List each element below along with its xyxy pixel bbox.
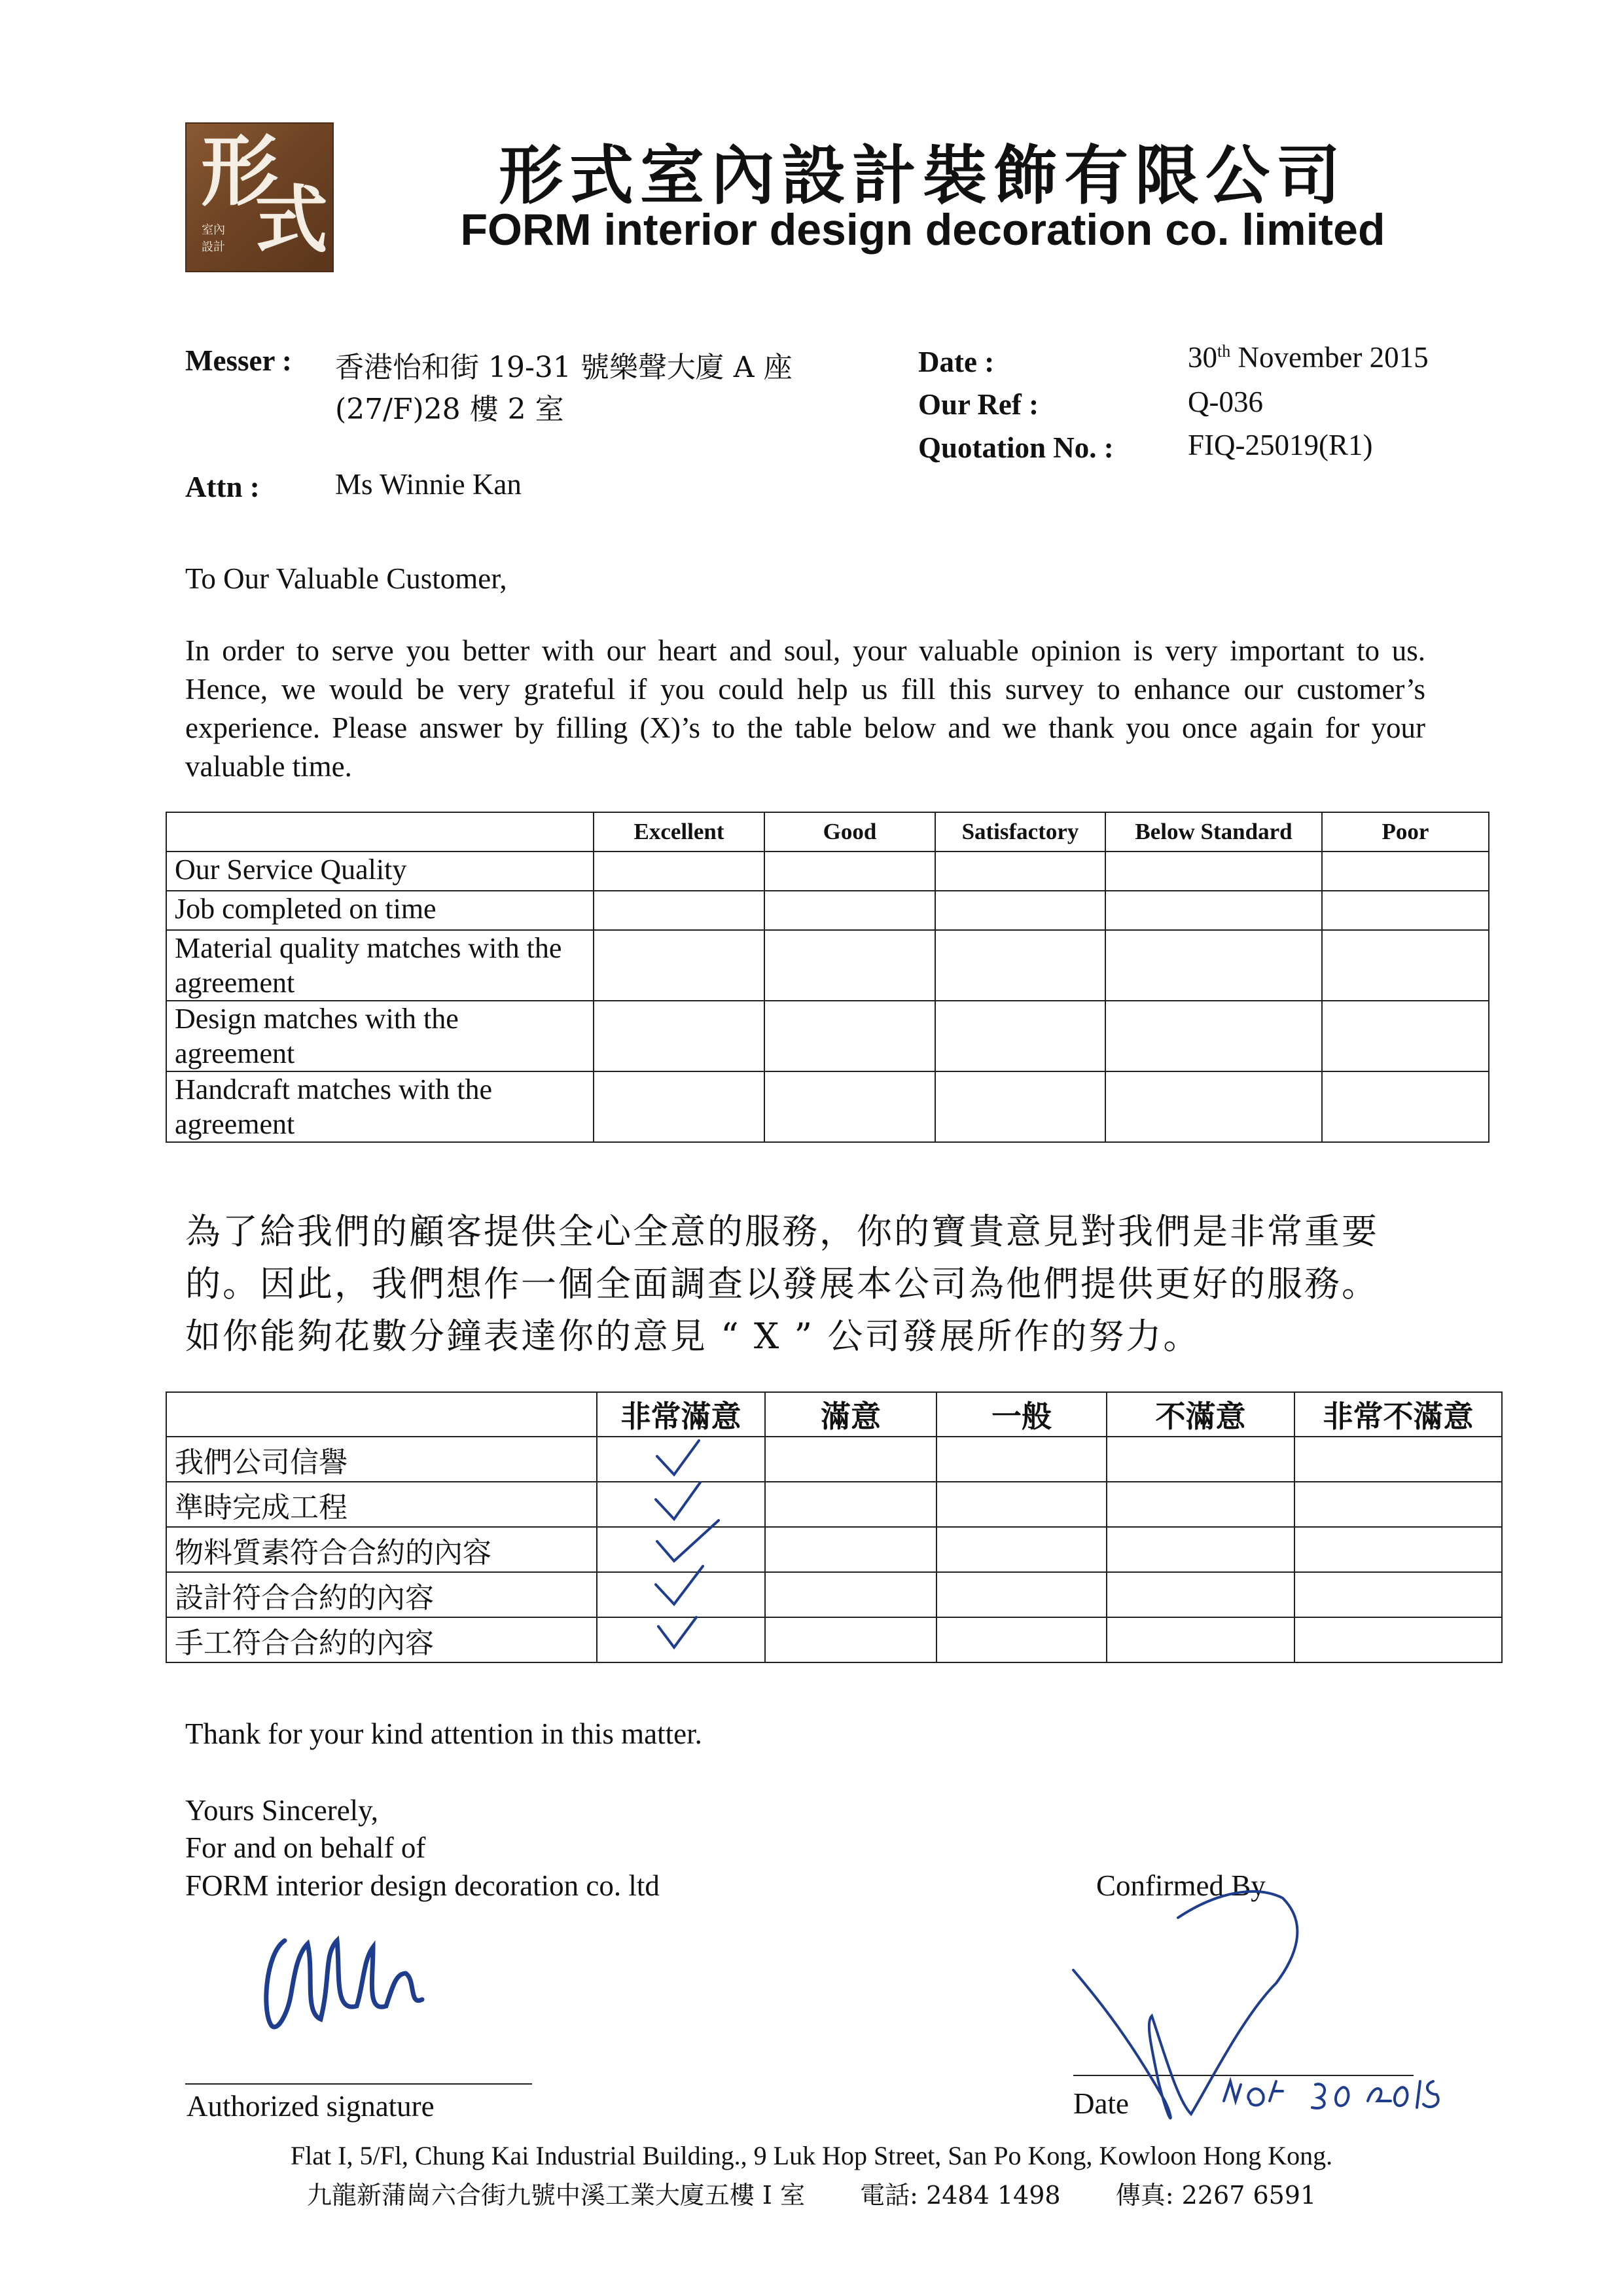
signature-line <box>185 2083 532 2085</box>
greeting: To Our Valuable Customer, <box>185 562 507 595</box>
rating-cell[interactable] <box>1322 1001 1489 1071</box>
rating-cell[interactable] <box>935 891 1105 930</box>
rating-cell[interactable] <box>1105 1071 1322 1142</box>
rating-cell[interactable] <box>1107 1527 1294 1572</box>
confirm-date-label: Date <box>1073 2087 1129 2120</box>
rating-cell[interactable] <box>594 891 764 930</box>
handwritten-checkmarks <box>648 1437 726 1659</box>
footer-fax-label: 傳真: <box>1115 2181 1174 2210</box>
rating-cell[interactable] <box>764 852 935 891</box>
rating-cell[interactable] <box>1105 852 1322 891</box>
sender-company: FORM interior design decoration co. ltd <box>185 1869 660 1902</box>
checkmark-icon <box>658 1617 696 1647</box>
rating-cell[interactable] <box>594 1071 764 1142</box>
rating-cell[interactable] <box>935 852 1105 891</box>
quotation-label: Quotation No. : <box>918 431 1114 464</box>
customer-signature-image <box>1060 1885 1492 2173</box>
footer-phone-label: 電話: <box>860 2181 918 2210</box>
col-very-unsatisfied: 非常不滿意 <box>1294 1392 1502 1437</box>
table-row <box>166 1617 1502 1662</box>
footer-address-cn <box>0 2175 1623 2211</box>
rating-cell[interactable] <box>936 1527 1107 1572</box>
rating-cell[interactable] <box>1105 1001 1322 1071</box>
row-label: 準時完成工程 <box>166 1482 597 1527</box>
rating-cell[interactable] <box>1322 1071 1489 1142</box>
col-excellent: Excellent <box>594 812 764 852</box>
col-unsatisfied: 不滿意 <box>1107 1392 1294 1437</box>
col-satisfactory: Satisfactory <box>935 812 1105 852</box>
table-row <box>166 852 1489 891</box>
rating-cell[interactable] <box>1322 891 1489 930</box>
checkmark-icon <box>657 1441 699 1475</box>
rating-cell[interactable] <box>936 1482 1107 1527</box>
row-label: Our Service Quality <box>166 852 594 891</box>
footer-address-cn-text: 九龍新蒲崗六合街九號中溪工業大廈五樓 I 室 <box>306 2181 805 2210</box>
address-line-1: 香港怡和街 19-31 號樂聲大廈 A 座 <box>335 351 793 384</box>
authorized-signature-image <box>259 1914 442 2045</box>
col-below-standard: Below Standard <box>1105 812 1322 852</box>
authorized-signature-label: Authorized signature <box>187 2090 435 2123</box>
quotation-value: FIQ-25019(R1) <box>1188 429 1373 461</box>
footer-phone: 2484 1498 <box>926 2181 1061 2210</box>
rating-cell[interactable] <box>1107 1482 1294 1527</box>
rating-cell[interactable] <box>764 1071 935 1142</box>
rating-cell[interactable] <box>936 1617 1107 1662</box>
row-label: Material quality matches with the agreement <box>166 930 594 1001</box>
rating-cell[interactable] <box>765 1617 936 1662</box>
table-row <box>166 891 1489 930</box>
col-satisfied: 滿意 <box>765 1392 936 1437</box>
rating-cell[interactable] <box>1294 1617 1502 1662</box>
rating-cell[interactable] <box>936 1572 1107 1617</box>
ref-value: Q-036 <box>1188 386 1263 418</box>
attn-value: Ms Winnie Kan <box>335 468 522 501</box>
rating-cell[interactable] <box>935 930 1105 1001</box>
rating-cell[interactable] <box>1294 1437 1502 1482</box>
confirmed-by-label: Confirmed By <box>1096 1869 1266 1902</box>
rating-cell[interactable] <box>936 1437 1107 1482</box>
letter-cn-line-3: 如你能夠花數分鐘表達你的意見 “ X ” 公司發展所作的努力。 <box>185 1316 1201 1357</box>
table-row <box>166 1482 1502 1527</box>
survey-table-cn <box>166 1391 1503 1663</box>
table-row <box>166 1527 1502 1572</box>
logo-subtext: 室內 設計 <box>202 223 225 254</box>
col-very-satisfied: 非常滿意 <box>597 1392 765 1437</box>
row-label: 我們公司信譽 <box>166 1437 597 1482</box>
attn-label: Attn : <box>185 471 260 503</box>
row-label: Handcraft matches with the agreement <box>166 1071 594 1142</box>
rating-cell[interactable] <box>1107 1437 1294 1482</box>
row-label: Job completed on time <box>166 891 594 930</box>
rating-cell[interactable] <box>764 891 935 930</box>
date-value: 30th November 2015 <box>1188 341 1429 374</box>
col-average: 一般 <box>936 1392 1107 1437</box>
rating-cell[interactable] <box>1105 930 1322 1001</box>
rating-cell[interactable] <box>1322 930 1489 1001</box>
rating-cell[interactable] <box>1107 1617 1294 1662</box>
table-row <box>166 1437 1502 1482</box>
company-name-cn: 形式室內設計裝飾有限公司 <box>498 138 1347 213</box>
rating-cell[interactable] <box>1294 1572 1502 1617</box>
rating-cell[interactable] <box>1294 1482 1502 1527</box>
rating-cell[interactable] <box>765 1572 936 1617</box>
row-label: 手工符合合約的內容 <box>166 1617 597 1662</box>
company-name-en: FORM interior design decoration co. limited <box>460 205 1385 255</box>
messer-label: Messer : <box>185 344 292 377</box>
row-label: 物料質素符合合約的內容 <box>166 1527 597 1572</box>
row-label: 設計符合合約的內容 <box>166 1572 597 1617</box>
company-logo: 形 式 室內 設計 <box>185 122 334 272</box>
rating-cell[interactable] <box>765 1437 936 1482</box>
col-good: Good <box>764 812 935 852</box>
col-poor: Poor <box>1322 812 1489 852</box>
rating-cell[interactable] <box>935 1071 1105 1142</box>
address-line-2: (27/F)28 樓 2 室 <box>335 393 564 426</box>
rating-cell[interactable] <box>594 1001 764 1071</box>
checkmark-icon <box>656 1566 703 1604</box>
rating-cell[interactable] <box>764 930 935 1001</box>
letter-cn-line-2: 的。因此，我們想作一個全面調查以發展本公司為他們提供更好的服務。 <box>185 1263 1379 1304</box>
table-row <box>166 1001 1489 1071</box>
table-row <box>166 930 1489 1001</box>
table-header-row <box>166 1392 1502 1437</box>
rating-cell[interactable] <box>764 1001 935 1071</box>
checkmark-icon <box>657 1520 719 1561</box>
rating-cell[interactable] <box>1107 1572 1294 1617</box>
footer-fax: 2267 6591 <box>1181 2181 1317 2210</box>
rating-cell[interactable] <box>1294 1527 1502 1572</box>
yours-sincerely: Yours Sincerely, <box>185 1794 379 1827</box>
rating-cell[interactable] <box>765 1482 936 1527</box>
table-row <box>166 1071 1489 1142</box>
rating-cell[interactable] <box>1105 891 1322 930</box>
checkmark-icon <box>656 1482 700 1519</box>
date-label: Date : <box>918 346 995 378</box>
ref-label: Our Ref : <box>918 388 1039 421</box>
on-behalf-of: For and on behalf of <box>185 1831 426 1864</box>
rating-cell[interactable] <box>594 930 764 1001</box>
table-row <box>166 1572 1502 1617</box>
row-label: Design matches with the agreement <box>166 1001 594 1071</box>
table-header-row <box>166 812 1489 852</box>
letter-cn-line-1: 為了給我們的顧客提供全心全意的服務，你的寶貴意見對我們是非常重要 <box>185 1211 1379 1252</box>
footer-address-en: Flat I, 5/Fl, Chung Kai Industrial Building., 9 Luk Hop Street, San Po Kong, Kowloon Hong Kong. <box>290 2141 1333 2170</box>
rating-cell[interactable] <box>765 1527 936 1572</box>
rating-cell[interactable] <box>935 1001 1105 1071</box>
thanks-line: Thank for your kind attention in this matter. <box>185 1717 702 1750</box>
rating-cell[interactable] <box>594 852 764 891</box>
survey-table-en <box>166 812 1489 1143</box>
letter-body: In order to serve you better with our heart and soul, your valuable opinion is very important to us. Hence, we would be very grateful if you could help us fill this survey to enhance our customer’s experience. Please answer by filling (X)’s to the table below and we thank you once again for your valuable time. <box>185 634 1425 783</box>
rating-cell[interactable] <box>1322 852 1489 891</box>
